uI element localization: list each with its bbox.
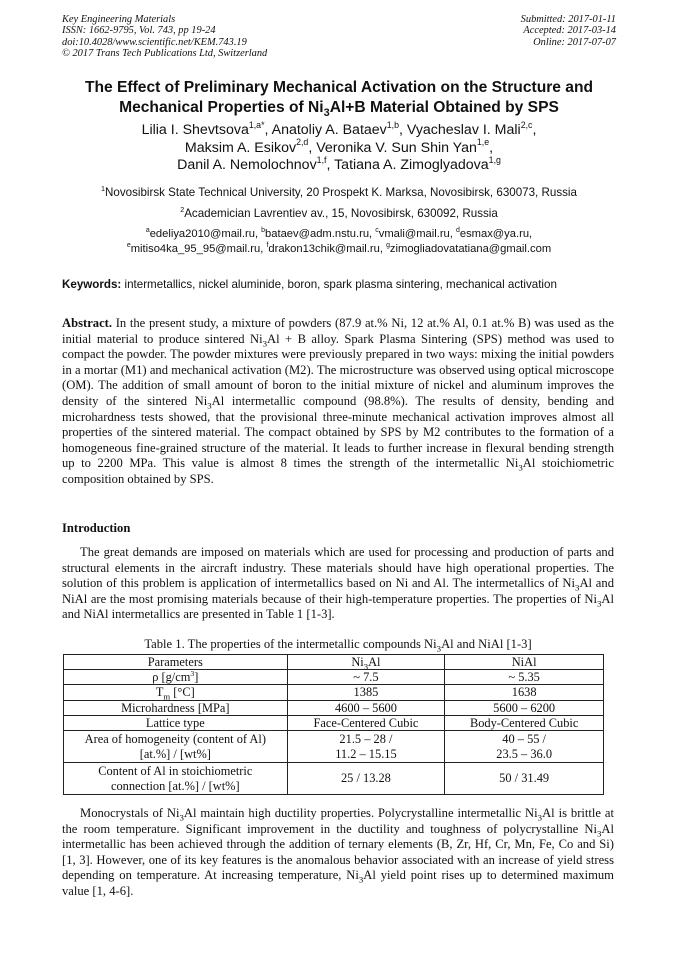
keywords: [62, 278, 622, 292]
email-address: zimogliadovatatiana@gmail.com: [389, 243, 552, 255]
table-row: [64, 763, 604, 795]
submitted-date: Submitted: 2017-01-11: [520, 14, 616, 25]
table-caption: Table 1. The properties of the intermetallic compounds $Ni_3Al$ and NiAl [1-3]: [144, 637, 532, 654]
table-cell: ~ 5.35: [445, 670, 604, 685]
table-cell: 5600 – 6200: [445, 700, 604, 715]
table-header-cell: NiAl: [445, 655, 604, 670]
author-name: Maksim A. Esikov: [184, 139, 297, 156]
doi-line: doi:10.4028/www.scientific.net/KEM.743.19: [62, 36, 247, 48]
properties-table: [63, 654, 604, 795]
author-name: Veronika V. Sun Shin Yan: [316, 139, 477, 156]
copyright-line: © 2017 Trans Tech Publications Ltd, Switzerland: [62, 48, 268, 60]
email-address: esmax@ya.ru,: [459, 228, 533, 240]
email-address: drakon13chik@mail.ru,: [268, 243, 387, 255]
table-cell: Face-Centered Cubic: [287, 715, 445, 730]
affiliation-2: $^2$Academician Lavrentiev av., 15, Novosibirsk, 630092, Russia: [180, 204, 498, 220]
email-line-1: $^a$edeliya2010@mail.ru, $^b$bataev@adm.nstu.ru, $^c$vmali@mail.ru, $^d$esmax@ya.ru,: [145, 226, 533, 240]
title-line-2: Mechanical Properties of $Ni_3Al+B$ Material Obtained by SPS: [119, 99, 559, 120]
table-cell: Area of homogeneity (content of Al) [at.%] / [wt%]: [64, 731, 288, 763]
body-paragraph: Monocrystals of $Ni_3Al$ maintain high ductility properties. Polycrystalline intermetallic $Ni_3Al$ is brittle at the room temperature. Significant improvement in the ductility and toughness of polycrystalline $Ni_3Al$ intermetallic has been achieved through the addition of ternary elements (B, Zr, Hf, Cr, Mn, Fe, Co and Si) [1, 3]. However, one of its key features is the anomalous behavior associated with an increase of yield stress depending on temperature. At increasing temperature, $Ni_3Al$ yield point rises up to determined maximum value [1, 4-6].: [62, 806, 614, 898]
author-line-3: Danil A. Nemolochnov$^{1,f}$, Tatiana A. Zimoglyadova$^{1,g}$: [177, 155, 501, 174]
author-line-1: Lilia I. Shevtsova$^{1,a*}$, Anatoliy A. Bataev$^{1,b}$, Vyacheslav I. Mali$^{2,c}$,: [141, 119, 537, 138]
author-line-2: Maksim A. Esikov$^{2,d}$, Veronika V. Sun Shin Yan$^{1,e}$,: [184, 137, 494, 156]
table-cell: 1385: [287, 685, 445, 700]
table-cell: 40 – 55 / 23.5 – 36.0: [445, 731, 604, 763]
introduction-paragraph: The great demands are imposed on materials which are used for processing and production of parts and structural elements in the aircraft industry. These materials should have high operational properties. The solution of this problem is application of intermetallics based on Ni and Al. The intermetallics of $Ni_3Al$ and NiAl are the most promising materials because of their high-temperature properties. The properties of $Ni_3Al$ and NiAl intermetallics are presented in Table 1 [1-3].: [62, 545, 614, 622]
table-cell: 50 / 31.49: [445, 763, 604, 795]
table-cell: 1638: [445, 685, 604, 700]
table-cell: ρ $[g/cm^3]$: [64, 670, 288, 685]
table-cell: 25 / 13.28: [287, 763, 445, 795]
table-cell: Microhardness [MPa]: [64, 700, 288, 715]
email-line-2: $^e$mitiso4ka_95_95@mail.ru, $^f$drakon13chik@mail.ru, $^g$zimogliadovatatiana@gmail.com: [126, 241, 552, 255]
abstract-label: Abstract.: [62, 316, 113, 330]
date-info: [521, 14, 616, 48]
table-cell: ~ 7.5: [287, 670, 445, 685]
email-list: [40, 227, 638, 257]
table-row: [64, 700, 604, 715]
author-list: [40, 119, 638, 175]
author-name: Anatoliy A. Bataev: [271, 122, 387, 138]
table-header-cell: $Ni_3Al$: [287, 655, 445, 670]
table-header-cell: Parameters: [64, 655, 288, 670]
abstract: Abstract. In the present study, a mixture of powders (87.9 at.% Ni, 12 at.% Al, 0.1 at.% B) was used as the initial material to produce sintered $Ni_3Al + B$ alloy. Spark Plasma Sintering (SPS) method was used to compact the powder. The powder mixtures were previously prepared in two ways: mixing the initial powders in a mortar (M1) and mechanical activation (M2). The microstructure was observed using optical microscope (OM). The addition of small amount of boron to the initial mixture of nickel and aluminum improves the density of the sintered $Ni_3Al$ intermetallic compound (98.8%). The results of density, bending and microhardness tests showed, that the provisional three-minute mechanical activation improves almost all properties of the sintered material. The compact obtained by SPS by M2 contributes to the formation of a homogeneous fine-grained structure of the material. It leads to further increase in flexural bending strength up to 2200 MPa. This value is almost 8 times the strength of the intermetallic $Ni_3Al$ stoichiometric composition obtained by SPS.: [62, 316, 614, 486]
table-row: [64, 670, 604, 685]
title-line-1: The Effect of Preliminary Mechanical Activation on the Structure and: [84, 79, 594, 96]
table-cell: 4600 – 5600: [287, 700, 445, 715]
keywords-label: Keywords:: [62, 278, 122, 291]
issn-line: ISSN: 1662-9795, Vol. 743, pp 19-24: [62, 25, 216, 37]
journal-info: [62, 14, 267, 60]
email-address: mitiso4ka_95_95@mail.ru,: [130, 243, 267, 255]
table-cell: 21.5 – 28 / 11.2 – 15.15: [287, 731, 445, 763]
keywords-text: intermetallics, nickel aluminide, boron, spark plasma sintering, mechanical activation: [121, 278, 557, 291]
author-name: Danil A. Nemolochnov: [177, 157, 317, 174]
table-row: [64, 685, 604, 700]
email-address: edeliya2010@mail.ru,: [149, 228, 262, 240]
journal-name: Key Engineering Materials: [62, 14, 176, 25]
author-name: Tatiana A. Zimoglyadova: [334, 157, 489, 174]
online-date: Online: 2017-07-07: [533, 36, 616, 48]
table-header-row: [64, 655, 604, 670]
table-cell: Lattice type: [64, 715, 288, 730]
email-address: vmali@mail.ru,: [378, 228, 456, 240]
accepted-date: Accepted: 2017-03-14: [523, 25, 616, 37]
author-name: Vyacheslav I. Mali: [406, 122, 521, 138]
table-row: [64, 715, 604, 730]
table-row: [64, 731, 604, 763]
table-cell: $T_m$ [°C]: [64, 685, 288, 700]
table-cell: Body-Centered Cubic: [445, 715, 604, 730]
author-name: Lilia I. Shevtsova: [141, 122, 249, 138]
section-heading-introduction: Introduction: [62, 521, 131, 535]
paper-title: [40, 78, 638, 118]
affiliation-1: $^1$Novosibirsk State Technical University, 20 Prospekt K. Marksa, Novosibirsk, 630073, Russia: [101, 183, 577, 199]
table-cell: Content of Al in stoichiometric connection [at.%] / [wt%]: [64, 763, 288, 795]
email-address: bataev@adm.nstu.ru,: [265, 228, 376, 240]
